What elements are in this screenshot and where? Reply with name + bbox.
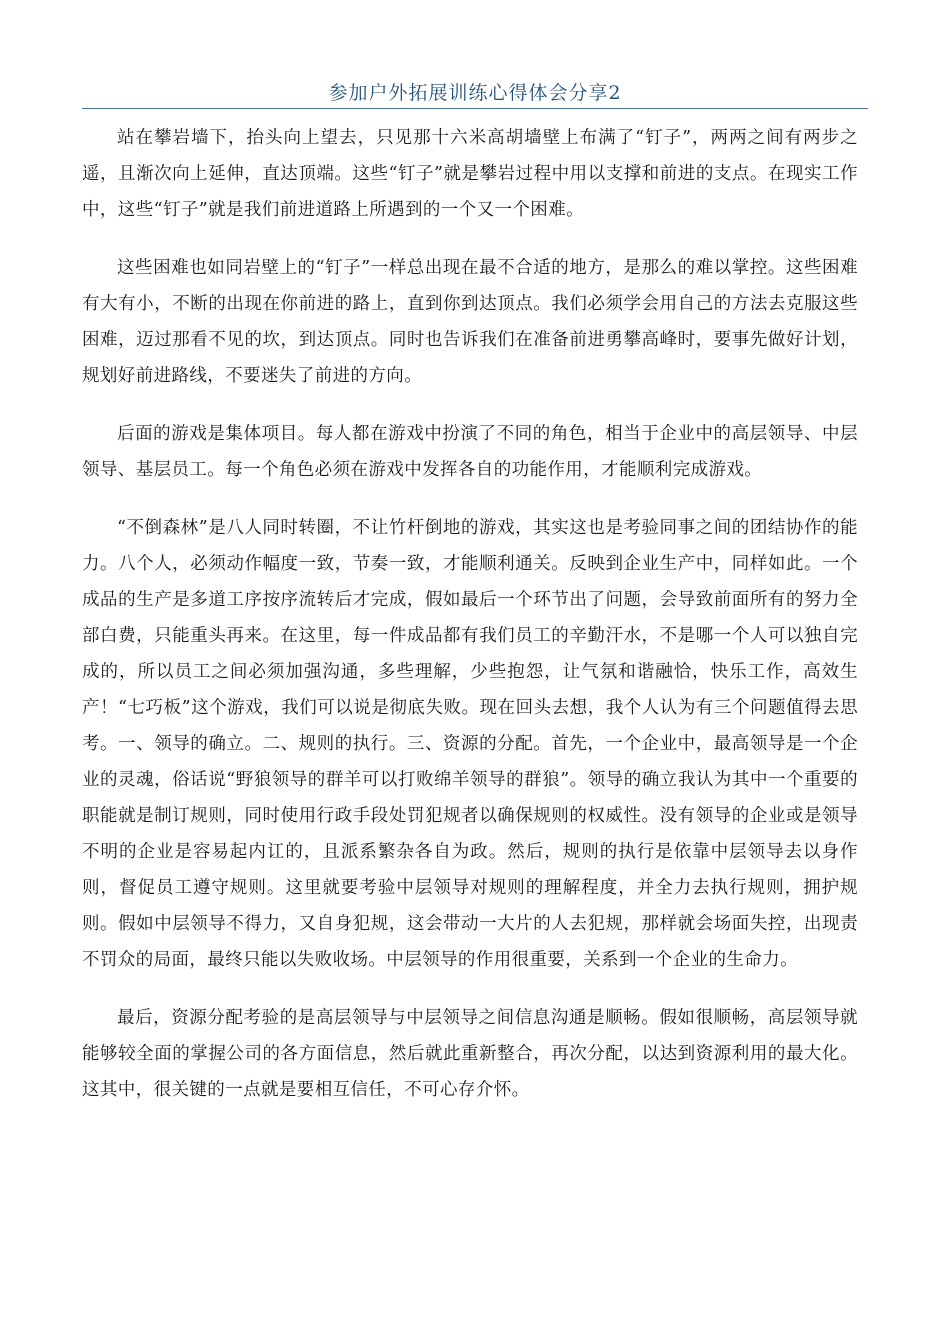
paragraph-climbing-wall: 站在攀岩墙下，抬头向上望去，只见那十六米高胡墙壁上布满了“钉子”，两两之间有两步之遥，且渐次向上延伸，直达顶端。这些“钉子”就是攀岩过程中用以支撑和前进的支点。在现实工作中，这些“钉子”就是我们前进道路上所遇到的一个又一个困难。 [82,128,858,220]
document-body [82,120,858,1130]
paragraph-forest-and-tangram: “不倒森林”是八人同时转圈，不让竹杆倒地的游戏，其实这也是考验同事之间的团结协作的能力。八个人，必须动作幅度一致，节奏一致，才能顺利通关。反映到企业生产中，同样如此。一个成品的生产是多道工序按序流转后才完成，假如最后一个环节出了问题，会导致前面所有的努力全部白费，只能重头再来。在这里，每一件成品都有我们员工的辛勤汗水，不是哪一个人可以独自完成的，所以员工之间必须加强沟通，多些理解，少些抱怨，让气氛和谐融恰，快乐工作，高效生产！“七巧板”这个游戏，我们可以说是彻底失败。现在回头去想，我个人认为有三个问题值得去思考。一、领导的确立。二、规则的执行。三、资源的分配。首先，一个企业中，最高领导是一个企业的灵魂，俗话说“野狼领导的群羊可以打败绵羊领导的群狼”。领导的确立我认为其中一个重要的职能就是制订规则，同时使用行政手段处罚犯规者以确保规则的权威性。没有领导的企业或是领导不明的企业是容易起内讧的，且派系繁杂各自为政。然后，规则的执行是依靠中层领导去以身作则，督促员工遵守规则。这里就要考验中层领导对规则的理解程度，并全力去执行规则，拥护规则。假如中层领导不得力，又自身犯规，这会带动一大片的人去犯规，那样就会场面失控，出现责不罚众的局面，最终只能以失败收场。中层领导的作用很重要，关系到一个企业的生命力。 [82,518,858,970]
document-title: 参加户外拓展训练心得体会分享2 [328,82,622,104]
paragraph-difficulties: 这些困难也如同岩壁上的“钉子”一样总出现在最不合适的地方，是那么的难以掌控。这些困难有大有小，不断的出现在你前进的路上，直到你到达顶点。我们必须学会用自己的方法去克服这些困难，迈过那看不见的坎，到达顶点。同时也告诉我们在准备前进勇攀高峰时，要事先做好计划，规划好前进路线，不要迷失了前进的方向。 [82,258,858,386]
page-header [82,78,868,109]
paragraph-group-games: 后面的游戏是集体项目。每人都在游戏中扮演了不同的角色，相当于企业中的高层领导、中层领导、基层员工。每一个角色必须在游戏中发挥各自的功能作用，才能顺利完成游戏。 [82,424,858,480]
paragraph-resource-allocation: 最后，资源分配考验的是高层领导与中层领导之间信息沟通是顺畅。假如很顺畅，高层领导就能够较全面的掌握公司的各方面信息，然后就此重新整合，再次分配，以达到资源利用的最大化。这其中，很关键的一点就是要相互信任，不可心存介怀。 [82,1008,858,1100]
